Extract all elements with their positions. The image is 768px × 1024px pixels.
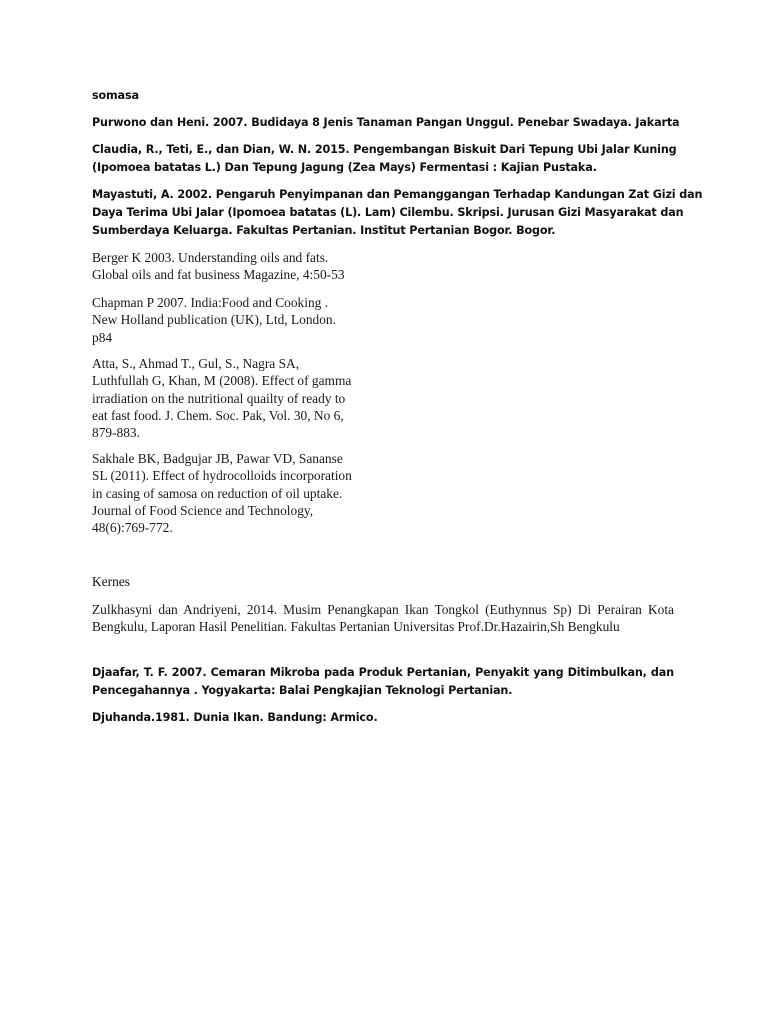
section-heading-kernes: Kernes xyxy=(92,574,130,589)
reference-line: SL (2011). Effect of hydrocolloids incorporation xyxy=(92,468,352,484)
reference-chapman xyxy=(92,294,336,346)
reference-line: Sakhale BK, Badgujar JB, Pawar VD, Sananse xyxy=(92,451,343,466)
reference-line: in casing of samosa on reduction of oil uptake. xyxy=(92,485,343,501)
reference-mayastuti xyxy=(92,186,702,240)
reference-purwono xyxy=(92,114,679,132)
reference-line: Claudia, R., Teti, E., dan Dian, W. N. 2015. Pengembangan Biskuit Dari Tepung Ubi Jalar Kuning xyxy=(92,143,677,156)
reference-line: p84 xyxy=(92,329,113,345)
reference-line: Journal of Food Science and Technology, xyxy=(92,502,314,518)
reference-claudia xyxy=(92,141,677,177)
reference-djaafar: Djaafar, T. F. 2007. Cemaran Mikroba pada Produk Pertanian, Penyakit yang Ditimbulkan, dan Pencegahannya . Yogyakarta: Balai Pengkajian Teknologi Pertanian. xyxy=(92,666,674,697)
reference-line: eat fast food. J. Chem. Soc. Pak, Vol. 30, No 6, xyxy=(92,407,344,423)
section-heading-samosa: somasa xyxy=(92,89,139,102)
reference-line: (Ipomoea batatas L.) Dan Tepung Jagung (Zea Mays) Fermentasi : Kajian Pustaka. xyxy=(92,161,597,174)
reference-line: irradiation on the nutritional quailty of ready to xyxy=(92,390,346,406)
reference-line: 48(6):769-772. xyxy=(92,520,173,536)
reference-sakhale xyxy=(92,450,352,536)
reference-berger xyxy=(92,249,345,284)
reference-line: 879-883. xyxy=(92,425,140,441)
reference-line: Sumberdaya Keluarga. Fakultas Pertanian. Institut Pertanian Bogor. Bogor. xyxy=(92,224,556,237)
reference-line: Atta, S., Ahmad T., Gul, S., Nagra SA, xyxy=(92,356,300,371)
reference-line: Daya Terima Ubi Jalar (Ipomoea batatas (L). Lam) Cilembu. Skripsi. Jurusan Gizi Masyarakat dan xyxy=(92,206,684,219)
reference-line: Berger K 2003. Understanding oils and fats. xyxy=(92,250,329,265)
reference-line: Purwono dan Heni. 2007. Budidaya 8 Jenis Tanaman Pangan Unggul. Penebar Swadaya. Jakarta xyxy=(92,116,680,129)
reference-zulkhasyni: Zulkhasyni dan Andriyeni, 2014. Musim Penangkapan Ikan Tongkol (Euthynnus Sp) Di Perairan Kota Bengkulu, Laporan Hasil Penelitian. Fakultas Pertanian Universitas Prof.Dr.Hazairin,Sh Bengkulu xyxy=(92,602,674,635)
reference-line: Mayastuti, A. 2002. Pengaruh Penyimpanan dan Pemanggangan Terhadap Kandungan Zat Gizi dan xyxy=(92,188,703,201)
reference-line: Global oils and fat business Magazine, 4:50-53 xyxy=(92,267,345,283)
reference-atta xyxy=(92,355,351,441)
reference-djuhanda: Djuhanda.1981. Dunia Ikan. Bandung: Armico. xyxy=(92,711,378,724)
reference-line: New Holland publication (UK), Ltd, London. xyxy=(92,312,336,328)
reference-line: Luthfullah G, Khan, M (2008). Effect of gamma xyxy=(92,373,352,389)
reference-line: Chapman P 2007. India:Food and Cooking . xyxy=(92,295,329,310)
